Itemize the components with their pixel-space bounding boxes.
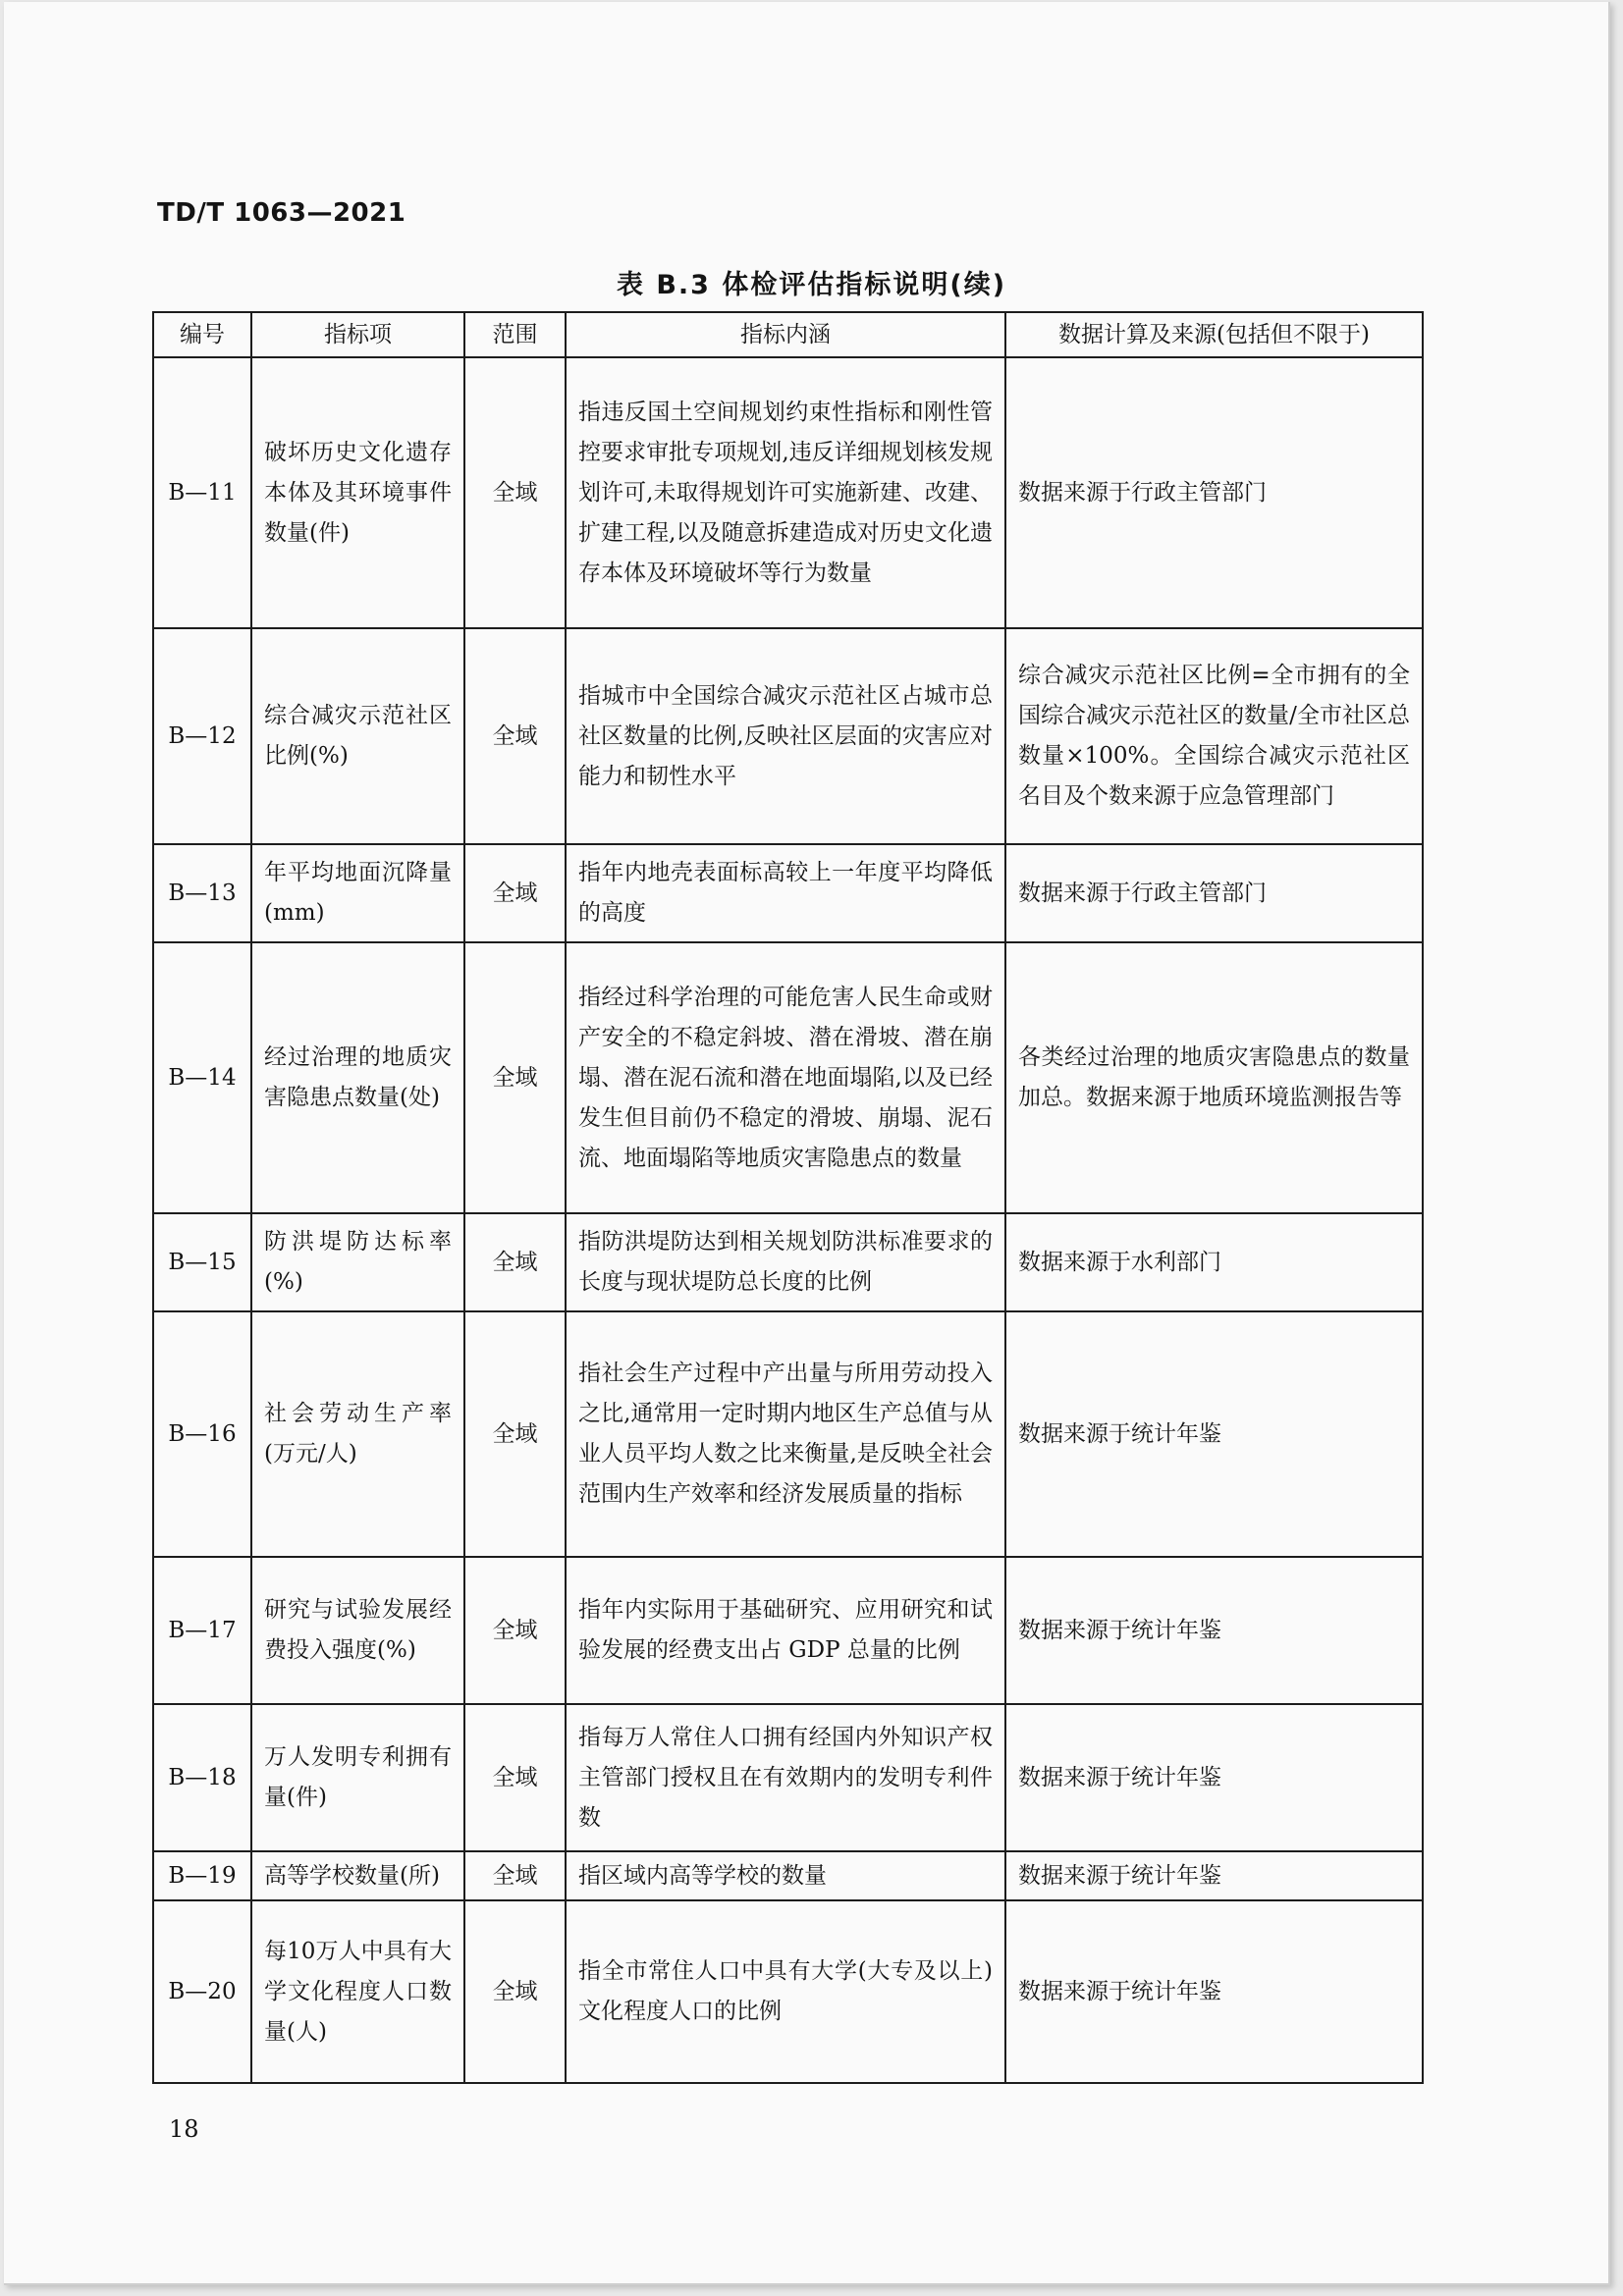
indicator-table	[152, 311, 1424, 2084]
indicator-source: 数据来源于水利部门	[1005, 1213, 1423, 1311]
indicator-name: 万人发明专利拥有量(件)	[251, 1704, 464, 1851]
indicator-description: 指全市常住人口中具有大学(大专及以上)文化程度人口的比例	[566, 1900, 1005, 2083]
indicator-id: B—19	[153, 1851, 251, 1900]
table-row	[153, 844, 1423, 942]
page-number: 18	[169, 2115, 199, 2143]
indicator-id: B—16	[153, 1311, 251, 1557]
indicator-id: B—20	[153, 1900, 251, 2083]
indicator-source: 数据来源于行政主管部门	[1005, 844, 1423, 942]
indicator-scope: 全域	[464, 1704, 566, 1851]
column-header-desc: 指标内涵	[566, 312, 1005, 357]
indicator-scope: 全域	[464, 1851, 566, 1900]
column-header-name: 指标项	[251, 312, 464, 357]
indicator-source: 各类经过治理的地质灾害隐患点的数量加总。数据来源于地质环境监测报告等	[1005, 942, 1423, 1213]
indicator-id: B—11	[153, 357, 251, 628]
indicator-source: 数据来源于统计年鉴	[1005, 1311, 1423, 1557]
indicator-description: 指社会生产过程中产出量与所用劳动投入之比,通常用一定时期内地区生产总值与从业人员平均人数之比来衡量,是反映全社会范围内生产效率和经济发展质量的指标	[566, 1311, 1005, 1557]
indicator-source: 数据来源于行政主管部门	[1005, 357, 1423, 628]
indicator-name: 破坏历史文化遗存本体及其环境事件数量(件)	[251, 357, 464, 628]
table-row	[153, 628, 1423, 844]
indicator-name: 每10万人中具有大学文化程度人口数量(人)	[251, 1900, 464, 2083]
indicator-name: 经过治理的地质灾害隐患点数量(处)	[251, 942, 464, 1213]
table-row	[153, 357, 1423, 628]
table-row	[153, 1213, 1423, 1311]
indicator-name: 防洪堤防达标率(%)	[251, 1213, 464, 1311]
indicator-name: 年平均地面沉降量(mm)	[251, 844, 464, 942]
standard-code: TD/T 1063—2021	[157, 198, 406, 228]
indicator-name: 高等学校数量(所)	[251, 1851, 464, 1900]
indicator-id: B—18	[153, 1704, 251, 1851]
indicator-scope: 全域	[464, 1213, 566, 1311]
indicator-id: B—13	[153, 844, 251, 942]
indicator-scope: 全域	[464, 628, 566, 844]
table-row	[153, 1311, 1423, 1557]
table-row	[153, 1557, 1423, 1704]
column-header-source: 数据计算及来源(包括但不限于)	[1005, 312, 1423, 357]
indicator-description: 指年内实际用于基础研究、应用研究和试验发展的经费支出占 GDP 总量的比例	[566, 1557, 1005, 1704]
indicator-name: 综合减灾示范社区比例(%)	[251, 628, 464, 844]
indicator-scope: 全域	[464, 844, 566, 942]
indicator-source: 数据来源于统计年鉴	[1005, 1851, 1423, 1900]
indicator-description: 指每万人常住人口拥有经国内外知识产权主管部门授权且在有效期内的发明专利件数	[566, 1704, 1005, 1851]
indicator-scope: 全域	[464, 942, 566, 1213]
indicator-id: B—14	[153, 942, 251, 1213]
indicator-description: 指城市中全国综合减灾示范社区占城市总社区数量的比例,反映社区层面的灾害应对能力和韧性水平	[566, 628, 1005, 844]
indicator-source: 数据来源于统计年鉴	[1005, 1704, 1423, 1851]
indicator-id: B—17	[153, 1557, 251, 1704]
table-header-row	[153, 312, 1423, 357]
column-header-scope: 范围	[464, 312, 566, 357]
indicator-source: 数据来源于统计年鉴	[1005, 1557, 1423, 1704]
indicator-name: 研究与试验发展经费投入强度(%)	[251, 1557, 464, 1704]
column-header-id: 编号	[153, 312, 251, 357]
indicator-description: 指年内地壳表面标高较上一年度平均降低的高度	[566, 844, 1005, 942]
indicator-name: 社会劳动生产率(万元/人)	[251, 1311, 464, 1557]
indicator-scope: 全域	[464, 1557, 566, 1704]
indicator-description: 指防洪堤防达到相关规划防洪标准要求的长度与现状堤防总长度的比例	[566, 1213, 1005, 1311]
table-row	[153, 1851, 1423, 1900]
indicator-scope: 全域	[464, 1900, 566, 2083]
indicator-source: 数据来源于统计年鉴	[1005, 1900, 1423, 2083]
indicator-id: B—12	[153, 628, 251, 844]
indicator-scope: 全域	[464, 357, 566, 628]
indicator-description: 指区域内高等学校的数量	[566, 1851, 1005, 1900]
table-row	[153, 1704, 1423, 1851]
indicator-description: 指违反国土空间规划约束性指标和刚性管控要求审批专项规划,违反详细规划核发规划许可,未取得规划许可实施新建、改建、扩建工程,以及随意拆建造成对历史文化遗存本体及环境破坏等行为数量	[566, 357, 1005, 628]
indicator-id: B—15	[153, 1213, 251, 1311]
table-caption: 表 B.3 体检评估指标说明(续)	[616, 270, 1007, 300]
indicator-scope: 全域	[464, 1311, 566, 1557]
table-row	[153, 942, 1423, 1213]
table-row	[153, 1900, 1423, 2083]
indicator-source: 综合减灾示范社区比例=全市拥有的全国综合减灾示范社区的数量/全市社区总数量×100%。全国综合减灾示范社区名目及个数来源于应急管理部门	[1005, 628, 1423, 844]
indicator-description: 指经过科学治理的可能危害人民生命或财产安全的不稳定斜坡、潜在滑坡、潜在崩塌、潜在泥石流和潜在地面塌陷,以及已经发生但目前仍不稳定的滑坡、崩塌、泥石流、地面塌陷等地质灾害隐患点的数量	[566, 942, 1005, 1213]
